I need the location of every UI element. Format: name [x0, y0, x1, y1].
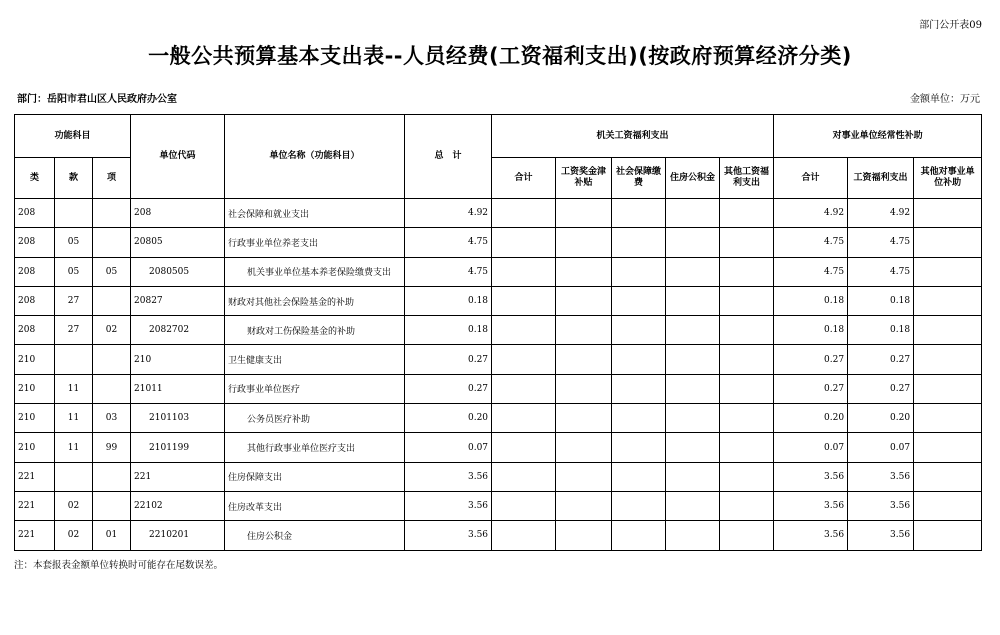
cell-agency-subtotal	[492, 316, 556, 345]
cell-other-salary	[720, 462, 774, 491]
cell-housing-fund	[666, 199, 720, 228]
department-label: 部门：岳阳市君山区人民政府办公室	[17, 94, 177, 105]
cell-name: 住房保障支出	[225, 462, 405, 491]
cell-kuan: 05	[55, 257, 93, 286]
cell-inst-subtotal: 4.75	[774, 228, 848, 257]
cell-inst-salary: 0.18	[848, 286, 914, 315]
cell-inst-other	[914, 433, 982, 462]
cell-xiang	[93, 491, 131, 520]
cell-inst-other	[914, 257, 982, 286]
cell-inst-other	[914, 491, 982, 520]
cell-code: 2080505	[131, 257, 225, 286]
cell-code: 210	[131, 345, 225, 374]
cell-code: 221	[131, 462, 225, 491]
cell-code: 2082702	[131, 316, 225, 345]
header-agency-subtotal: 合计	[492, 158, 556, 199]
header-social-security: 社会保障缴费	[612, 158, 666, 199]
cell-social-security	[612, 257, 666, 286]
cell-housing-fund	[666, 491, 720, 520]
cell-kuan	[55, 199, 93, 228]
cell-inst-salary: 4.75	[848, 228, 914, 257]
cell-lei: 208	[15, 199, 55, 228]
cell-total: 3.56	[405, 521, 492, 550]
cell-other-salary	[720, 433, 774, 462]
cell-salary-bonus	[556, 374, 612, 403]
cell-name: 住房改革支出	[225, 491, 405, 520]
cell-lei: 208	[15, 286, 55, 315]
cell-inst-subtotal: 0.27	[774, 345, 848, 374]
cell-inst-subtotal: 0.20	[774, 404, 848, 433]
cell-inst-subtotal: 3.56	[774, 462, 848, 491]
cell-inst-salary: 0.27	[848, 374, 914, 403]
cell-inst-subtotal: 4.92	[774, 199, 848, 228]
cell-salary-bonus	[556, 404, 612, 433]
cell-kuan: 27	[55, 316, 93, 345]
cell-housing-fund	[666, 286, 720, 315]
cell-inst-salary: 3.56	[848, 491, 914, 520]
cell-housing-fund	[666, 316, 720, 345]
cell-inst-salary: 0.07	[848, 433, 914, 462]
table-row	[15, 462, 982, 491]
cell-name: 行政事业单位医疗	[225, 374, 405, 403]
cell-name: 财政对其他社会保险基金的补助	[225, 286, 405, 315]
cell-housing-fund	[666, 374, 720, 403]
cell-name: 卫生健康支出	[225, 345, 405, 374]
cell-xiang	[93, 462, 131, 491]
cell-inst-salary: 0.18	[848, 316, 914, 345]
cell-inst-other	[914, 199, 982, 228]
budget-table	[14, 114, 982, 551]
cell-lei: 210	[15, 433, 55, 462]
cell-xiang	[93, 199, 131, 228]
cell-kuan: 11	[55, 433, 93, 462]
header-unit-name: 单位名称（功能科目）	[225, 115, 405, 199]
cell-salary-bonus	[556, 228, 612, 257]
footnote: 注：本套报表金额单位转换时可能存在尾数误差。	[14, 560, 224, 571]
cell-inst-subtotal: 0.18	[774, 286, 848, 315]
cell-inst-other	[914, 345, 982, 374]
cell-xiang: 99	[93, 433, 131, 462]
cell-kuan	[55, 462, 93, 491]
cell-inst-other	[914, 316, 982, 345]
header-salary-bonus: 工资奖金津补贴	[556, 158, 612, 199]
cell-agency-subtotal	[492, 491, 556, 520]
table-row	[15, 345, 982, 374]
cell-agency-subtotal	[492, 286, 556, 315]
header-unit-code: 单位代码	[131, 115, 225, 199]
cell-social-security	[612, 228, 666, 257]
cell-other-salary	[720, 286, 774, 315]
cell-salary-bonus	[556, 199, 612, 228]
cell-lei: 210	[15, 404, 55, 433]
cell-social-security	[612, 316, 666, 345]
cell-social-security	[612, 199, 666, 228]
cell-agency-subtotal	[492, 199, 556, 228]
cell-kuan	[55, 345, 93, 374]
cell-housing-fund	[666, 462, 720, 491]
cell-lei: 208	[15, 316, 55, 345]
cell-agency-subtotal	[492, 404, 556, 433]
cell-social-security	[612, 491, 666, 520]
cell-inst-other	[914, 521, 982, 550]
cell-inst-salary: 0.27	[848, 345, 914, 374]
cell-code: 21011	[131, 374, 225, 403]
cell-name: 财政对工伤保险基金的补助	[225, 316, 405, 345]
cell-housing-fund	[666, 345, 720, 374]
cell-agency-subtotal	[492, 374, 556, 403]
table-row	[15, 257, 982, 286]
cell-kuan: 02	[55, 491, 93, 520]
amount-unit-label: 金额单位：万元	[910, 94, 980, 105]
cell-housing-fund	[666, 228, 720, 257]
cell-inst-other	[914, 228, 982, 257]
table-row	[15, 199, 982, 228]
cell-other-salary	[720, 257, 774, 286]
cell-inst-subtotal: 3.56	[774, 521, 848, 550]
cell-total: 4.75	[405, 228, 492, 257]
cell-other-salary	[720, 228, 774, 257]
cell-social-security	[612, 462, 666, 491]
cell-lei: 208	[15, 228, 55, 257]
cell-agency-subtotal	[492, 257, 556, 286]
cell-inst-other	[914, 404, 982, 433]
cell-inst-subtotal: 4.75	[774, 257, 848, 286]
cell-inst-other	[914, 286, 982, 315]
cell-xiang	[93, 374, 131, 403]
cell-other-salary	[720, 345, 774, 374]
cell-other-salary	[720, 316, 774, 345]
table-row	[15, 228, 982, 257]
cell-salary-bonus	[556, 316, 612, 345]
header-agency-group: 机关工资福利支出	[492, 115, 774, 158]
cell-inst-subtotal: 0.18	[774, 316, 848, 345]
cell-xiang: 01	[93, 521, 131, 550]
cell-inst-subtotal: 0.27	[774, 374, 848, 403]
cell-name: 住房公积金	[225, 521, 405, 550]
cell-xiang: 03	[93, 404, 131, 433]
cell-salary-bonus	[556, 491, 612, 520]
cell-inst-other	[914, 462, 982, 491]
cell-kuan: 02	[55, 521, 93, 550]
cell-kuan: 27	[55, 286, 93, 315]
header-lei: 类	[15, 158, 55, 199]
cell-name: 机关事业单位基本养老保险缴费支出	[225, 257, 405, 286]
cell-housing-fund	[666, 521, 720, 550]
cell-social-security	[612, 345, 666, 374]
cell-agency-subtotal	[492, 521, 556, 550]
cell-lei: 210	[15, 374, 55, 403]
cell-xiang: 05	[93, 257, 131, 286]
cell-social-security	[612, 521, 666, 550]
cell-inst-other	[914, 374, 982, 403]
cell-social-security	[612, 286, 666, 315]
cell-agency-subtotal	[492, 228, 556, 257]
cell-kuan: 05	[55, 228, 93, 257]
header-housing-fund: 住房公积金	[666, 158, 720, 199]
cell-salary-bonus	[556, 257, 612, 286]
cell-inst-subtotal: 0.07	[774, 433, 848, 462]
cell-lei: 221	[15, 521, 55, 550]
table-row	[15, 404, 982, 433]
header-inst-subtotal: 合计	[774, 158, 848, 199]
cell-code: 2210201	[131, 521, 225, 550]
cell-code: 22102	[131, 491, 225, 520]
cell-other-salary	[720, 404, 774, 433]
header-kuan: 款	[55, 158, 93, 199]
cell-total: 4.92	[405, 199, 492, 228]
cell-salary-bonus	[556, 345, 612, 374]
cell-total: 3.56	[405, 462, 492, 491]
cell-social-security	[612, 374, 666, 403]
cell-name: 社会保障和就业支出	[225, 199, 405, 228]
cell-inst-salary: 4.75	[848, 257, 914, 286]
cell-other-salary	[720, 374, 774, 403]
cell-agency-subtotal	[492, 433, 556, 462]
cell-social-security	[612, 433, 666, 462]
cell-salary-bonus	[556, 433, 612, 462]
cell-code: 2101199	[131, 433, 225, 462]
cell-total: 0.07	[405, 433, 492, 462]
cell-housing-fund	[666, 257, 720, 286]
cell-salary-bonus	[556, 286, 612, 315]
cell-total: 4.75	[405, 257, 492, 286]
table-row	[15, 286, 982, 315]
cell-housing-fund	[666, 404, 720, 433]
cell-total: 0.18	[405, 286, 492, 315]
cell-xiang: 02	[93, 316, 131, 345]
cell-name: 行政事业单位养老支出	[225, 228, 405, 257]
cell-kuan: 11	[55, 404, 93, 433]
table-row	[15, 433, 982, 462]
form-id-label: 部门公开表09	[919, 20, 982, 31]
cell-salary-bonus	[556, 521, 612, 550]
header-inst-other: 其他对事业单位补助	[914, 158, 982, 199]
cell-total: 0.18	[405, 316, 492, 345]
cell-agency-subtotal	[492, 345, 556, 374]
header-inst-salary: 工资福利支出	[848, 158, 914, 199]
header-other-salary: 其他工资福利支出	[720, 158, 774, 199]
page-title: 一般公共预算基本支出表--人员经费(工资福利支出)(按政府预算经济分类)	[148, 44, 852, 68]
cell-xiang	[93, 286, 131, 315]
cell-housing-fund	[666, 433, 720, 462]
cell-kuan: 11	[55, 374, 93, 403]
cell-social-security	[612, 404, 666, 433]
header-inst-group: 对事业单位经常性补助	[774, 115, 982, 158]
cell-xiang	[93, 345, 131, 374]
cell-lei: 210	[15, 345, 55, 374]
cell-lei: 208	[15, 257, 55, 286]
cell-other-salary	[720, 491, 774, 520]
cell-inst-salary: 3.56	[848, 521, 914, 550]
cell-inst-salary: 4.92	[848, 199, 914, 228]
cell-inst-salary: 0.20	[848, 404, 914, 433]
cell-other-salary	[720, 521, 774, 550]
cell-code: 2101103	[131, 404, 225, 433]
header-total: 总 计	[405, 115, 492, 199]
cell-xiang	[93, 228, 131, 257]
cell-agency-subtotal	[492, 462, 556, 491]
cell-total: 0.27	[405, 374, 492, 403]
header-xiang: 项	[93, 158, 131, 199]
cell-name: 公务员医疗补助	[225, 404, 405, 433]
cell-inst-salary: 3.56	[848, 462, 914, 491]
cell-code: 20827	[131, 286, 225, 315]
cell-code: 20805	[131, 228, 225, 257]
cell-lei: 221	[15, 462, 55, 491]
cell-code: 208	[131, 199, 225, 228]
cell-salary-bonus	[556, 462, 612, 491]
table-row	[15, 374, 982, 403]
cell-name: 其他行政事业单位医疗支出	[225, 433, 405, 462]
table-row	[15, 521, 982, 550]
cell-total: 0.20	[405, 404, 492, 433]
cell-total: 0.27	[405, 345, 492, 374]
cell-total: 3.56	[405, 491, 492, 520]
table-row	[15, 316, 982, 345]
table-row	[15, 491, 982, 520]
header-func-subject: 功能科目	[15, 115, 131, 158]
cell-lei: 221	[15, 491, 55, 520]
cell-inst-subtotal: 3.56	[774, 491, 848, 520]
cell-other-salary	[720, 199, 774, 228]
